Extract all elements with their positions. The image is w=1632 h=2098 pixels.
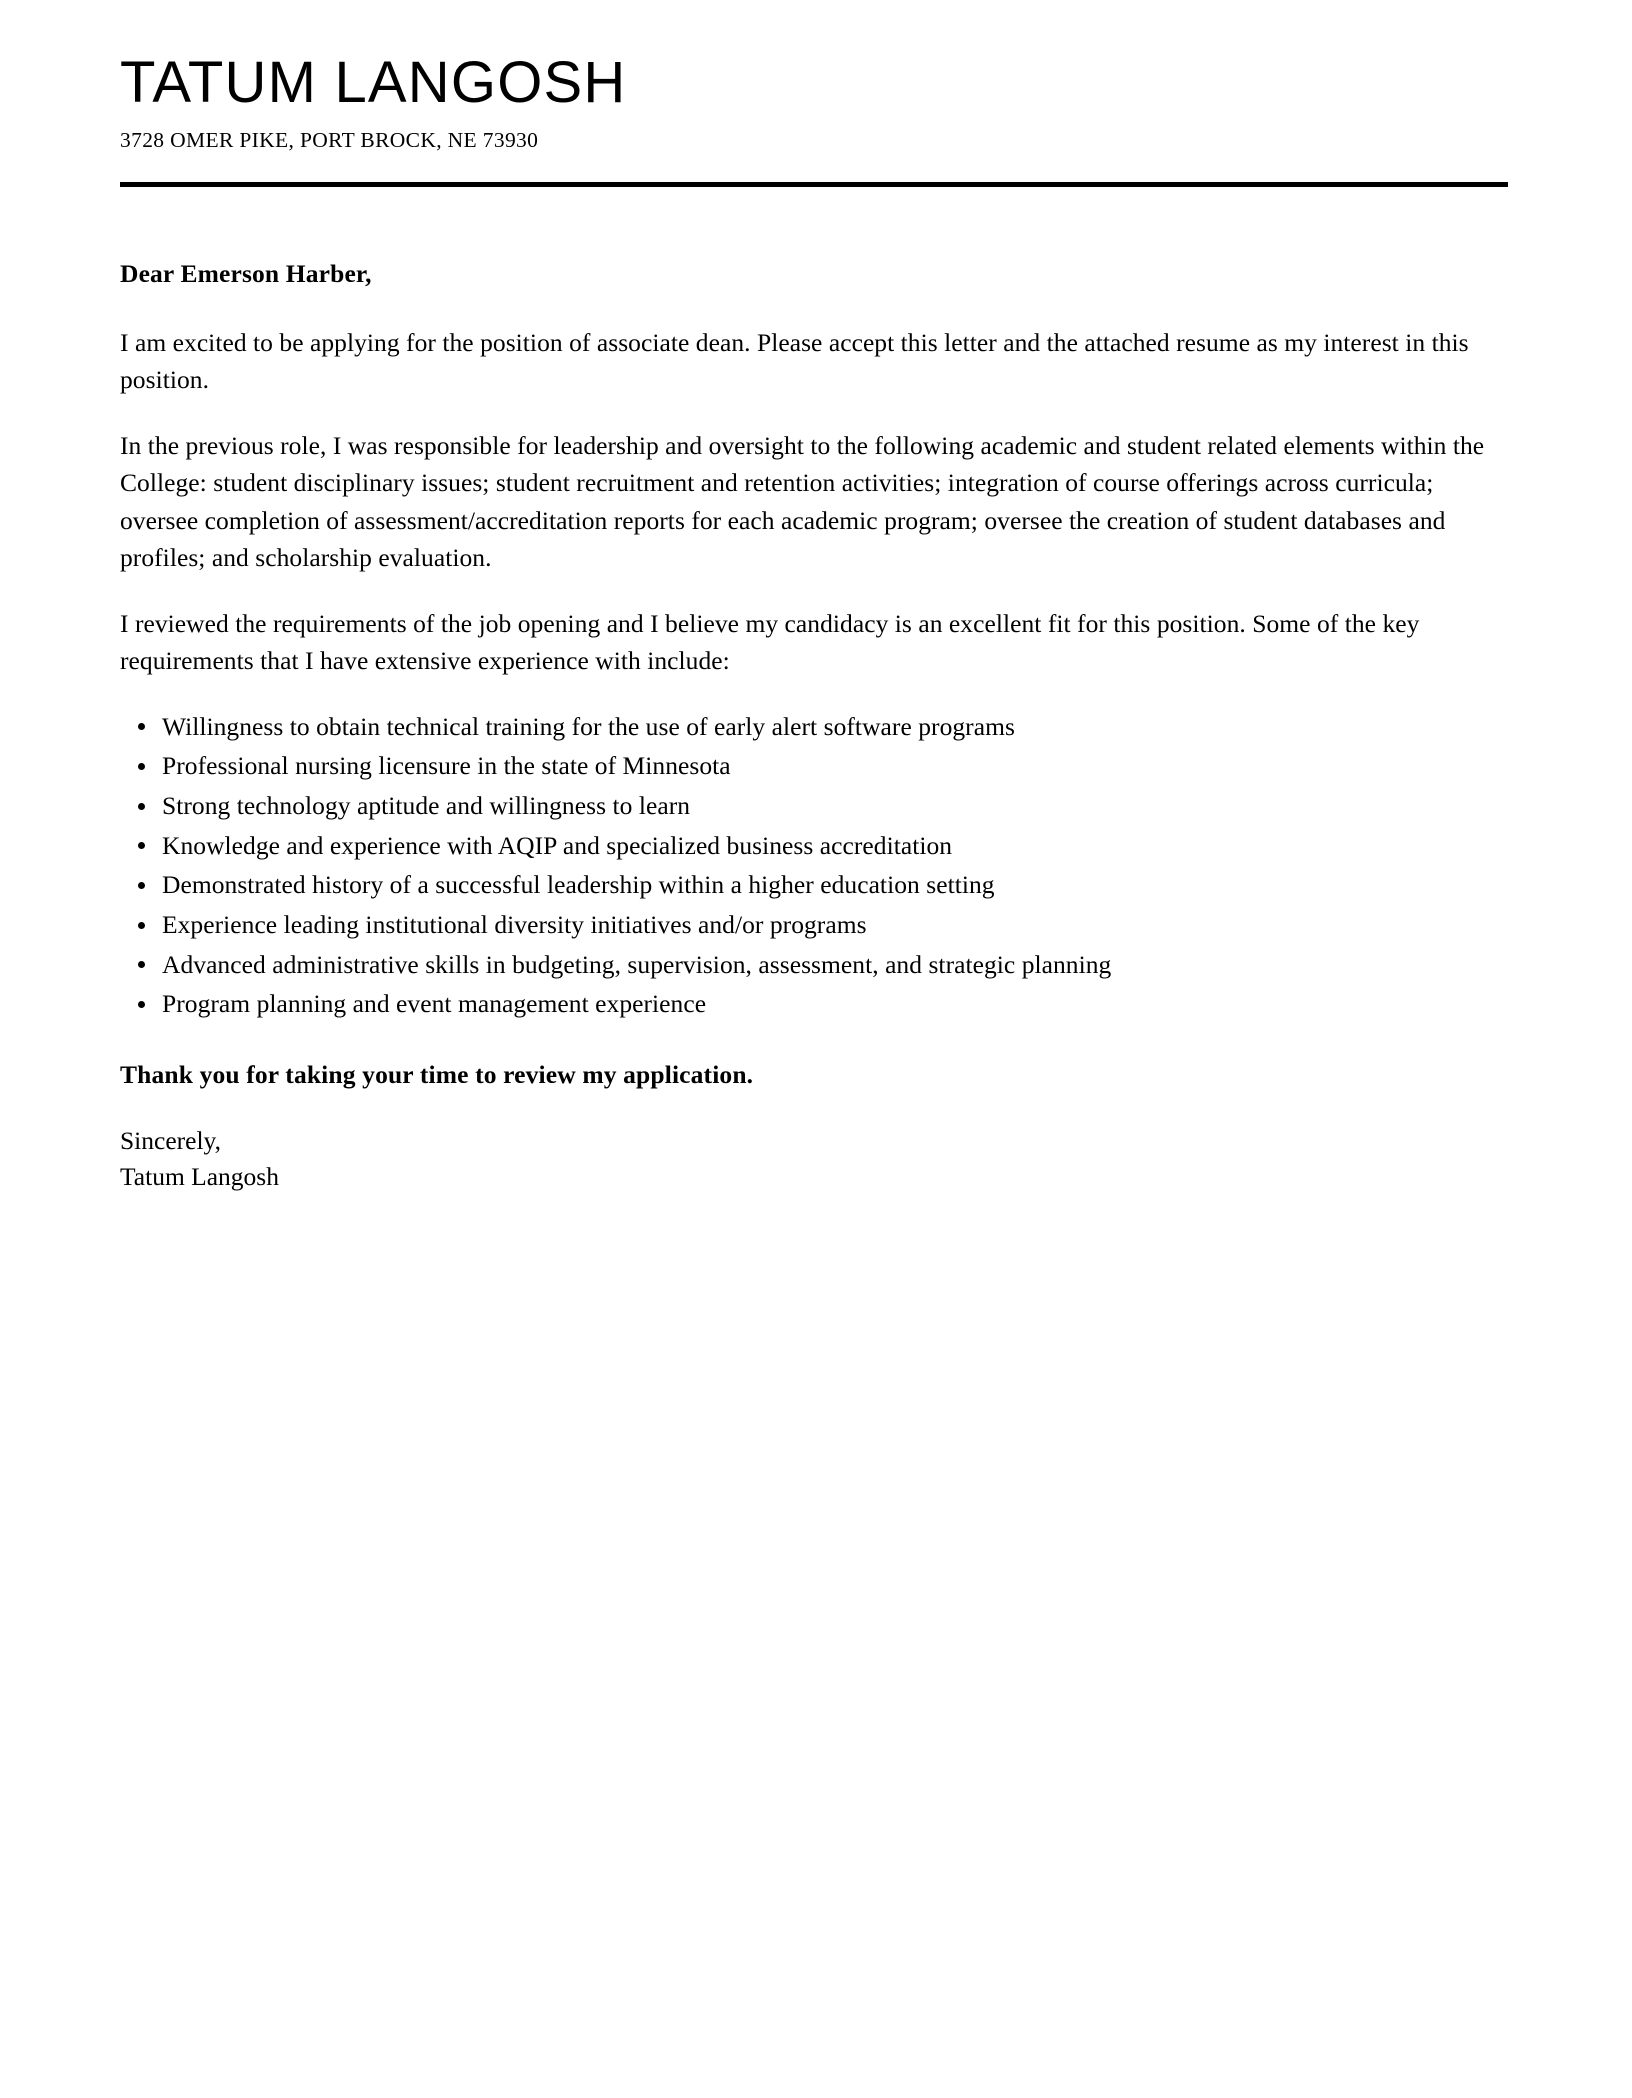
list-item xyxy=(120,947,1508,983)
signoff-salutation: Sincerely, xyxy=(120,1126,222,1156)
paragraph-experience: In the previous role, I was responsible for leadership and oversight to the following academic and student related elements within the College: student disciplinary issues; student recruitment and retention activities; integration of course offerings across curricula; oversee completion of assessment/accreditation reports for each academic program; oversee the creation of student databases and profiles; and scholarship evaluation. xyxy=(120,431,1485,572)
list-item xyxy=(120,748,1508,784)
applicant-name: TATUM LANGOSH xyxy=(120,50,627,115)
list-item-label: Strong technology aptitude and willingness to learn xyxy=(162,790,691,820)
bullet-icon xyxy=(138,803,145,810)
list-item-label: Advanced administrative skills in budgeting, supervision, assessment, and strategic planning xyxy=(162,949,1112,979)
list-item xyxy=(120,828,1508,864)
header-divider-rule xyxy=(120,182,1508,187)
list-item xyxy=(120,867,1508,903)
list-item xyxy=(120,709,1508,745)
letter-content-column xyxy=(120,0,1508,1196)
list-item xyxy=(120,788,1508,824)
closing-statement: Thank you for taking your time to review my application. xyxy=(120,1060,754,1090)
letterhead xyxy=(120,0,1508,187)
bullet-icon xyxy=(138,842,145,849)
paragraph-requirements-intro: I reviewed the requirements of the job opening and I believe my candidacy is an excellent fit for this position. Some of the key requirements that I have extensive experience with include: xyxy=(120,609,1420,676)
letter-body xyxy=(120,255,1508,1196)
list-item xyxy=(120,986,1508,1022)
bullet-icon xyxy=(138,922,145,929)
list-item-label: Knowledge and experience with AQIP and specialized business accreditation xyxy=(162,830,953,860)
requirements-list xyxy=(120,709,1508,1023)
bullet-icon xyxy=(138,763,145,770)
paragraph-intro: I am excited to be applying for the position of associate dean. Please accept this letter and the attached resume as my interest in this position. xyxy=(120,327,1469,394)
signature-name: Tatum Langosh xyxy=(120,1162,279,1192)
salutation: Dear Emerson Harber, xyxy=(120,258,372,288)
list-item-label: Willingness to obtain technical training for the use of early alert software programs xyxy=(162,711,1015,741)
bullet-icon xyxy=(138,1001,145,1008)
bullet-icon xyxy=(138,961,145,968)
bullet-icon xyxy=(138,882,145,889)
list-item-label: Experience leading institutional diversity initiatives and/or programs xyxy=(162,909,867,939)
bullet-icon xyxy=(138,723,145,730)
list-item-label: Program planning and event management experience xyxy=(162,989,707,1019)
applicant-address: 3728 OMER PIKE, PORT BROCK, NE 73930 xyxy=(120,127,539,152)
signoff-block xyxy=(120,1123,1508,1195)
list-item xyxy=(120,907,1508,943)
list-item-label: Demonstrated history of a successful leadership within a higher education setting xyxy=(162,870,995,900)
list-item-label: Professional nursing licensure in the state of Minnesota xyxy=(162,751,731,781)
